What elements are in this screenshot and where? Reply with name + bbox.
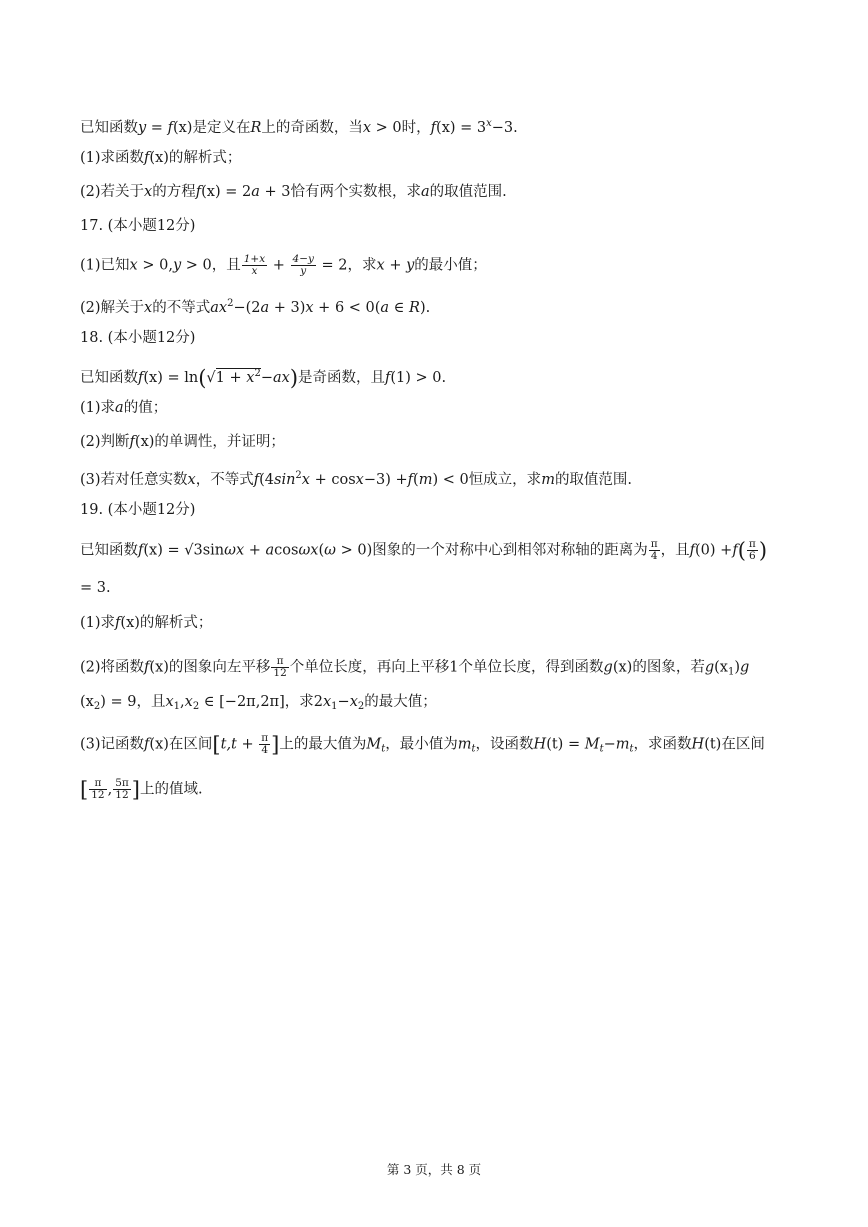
fraction-denominator: 12 — [91, 789, 105, 801]
text: , — [107, 781, 113, 798]
text: ). — [419, 300, 431, 316]
math-var: f — [144, 736, 150, 753]
fraction-numerator: 1+x — [243, 253, 266, 265]
math-var: g — [704, 659, 715, 676]
text: 已知函数 — [80, 542, 138, 559]
text: 的解析式； — [139, 615, 213, 631]
math-expr: (x) — [134, 434, 155, 450]
text: 的不等式 — [152, 300, 211, 316]
bracket: ] — [131, 777, 140, 802]
text: (1)求 — [80, 615, 116, 631]
fraction — [113, 778, 131, 801]
math-expr: (x) — [436, 120, 456, 136]
text: + cos — [309, 472, 356, 488]
text: = 2，求 — [316, 257, 377, 274]
text: + 6 < 0( — [313, 300, 381, 316]
text: (1)已知 — [80, 257, 130, 274]
text: (2)解关于 — [80, 300, 145, 316]
fraction-numerator: π — [271, 656, 288, 668]
math-var: ωx — [298, 542, 319, 559]
text: − — [603, 736, 616, 753]
text: 的取值范围. — [429, 184, 507, 200]
math-sub: 1 — [331, 701, 338, 712]
bracket: ] — [271, 732, 280, 757]
problem-19-part-3-cont — [80, 778, 808, 801]
math-var: x — [187, 472, 196, 488]
text: ，最小值为 — [385, 736, 458, 753]
math-var: f — [138, 542, 144, 559]
math-var: a — [260, 300, 270, 316]
math-var: a — [420, 184, 430, 200]
math-var: f — [144, 150, 150, 166]
problem-16-statement — [80, 114, 808, 138]
text: = 3 — [455, 120, 487, 136]
math-sub: 2 — [93, 701, 101, 712]
math-var: H — [533, 736, 547, 753]
math-sub: t — [599, 743, 604, 755]
math-var: a — [380, 300, 390, 316]
text: −(2 — [233, 300, 261, 316]
text: + 3) — [269, 300, 306, 316]
text: − — [337, 694, 350, 710]
math-var: x — [362, 120, 372, 136]
text: −3) + — [363, 472, 408, 488]
text: 个单位长度，再向上平移1个单位长度，得到函数 — [289, 659, 604, 676]
fraction-numerator: π — [650, 538, 658, 550]
text: + — [384, 257, 407, 274]
math-var: t,t + — [220, 736, 259, 753]
text: (3)记函数 — [80, 736, 145, 753]
text: (1)求 — [80, 400, 116, 416]
problem-19-statement — [80, 539, 808, 562]
text: (0) + — [695, 542, 733, 559]
math-var: x — [184, 694, 193, 710]
math-var: f — [385, 370, 391, 386]
paren: ) — [289, 366, 299, 390]
fraction — [242, 254, 267, 277]
math-sub: 2 — [192, 701, 200, 712]
math-var: x — [305, 300, 314, 316]
math-expr: (x) — [120, 615, 140, 631]
fraction-numerator: π — [89, 778, 106, 790]
math-var: M — [584, 736, 600, 753]
text: + 3恰有两个实数根，求 — [259, 184, 421, 200]
problem-19-statement-cont: = 3. — [80, 580, 111, 596]
math-var: ax — [210, 300, 228, 316]
problem-16-part-2 — [80, 182, 808, 202]
text: 上的最大值为 — [279, 736, 367, 753]
text: 已知函数 — [80, 370, 138, 386]
text: 已知函数 — [80, 120, 138, 136]
problem-18-title: 18. (本小题12分) — [80, 330, 196, 346]
math-var: x — [376, 257, 385, 274]
sqrt-sign: √ — [206, 370, 216, 386]
math-var: f — [407, 472, 414, 488]
fraction-numerator: 4−y — [292, 253, 314, 265]
math-expr: (x) — [149, 659, 169, 676]
text: (t) = — [546, 736, 585, 753]
fraction — [271, 656, 288, 679]
text: 是定义在 — [192, 120, 251, 136]
text: > 0)图象的一个对称中心到相邻对称轴的距离为 — [335, 542, 648, 559]
math-sub: 1 — [173, 701, 181, 712]
math-expr: (x) — [172, 120, 193, 136]
text: 的值； — [123, 400, 168, 416]
problem-18-part-2 — [80, 432, 808, 452]
math-var: f — [144, 659, 150, 676]
page-footer: 第 3 页，共 8 页 — [386, 1162, 482, 1177]
text: + — [244, 542, 266, 559]
problem-18-part-3 — [80, 466, 808, 490]
math-var: f — [253, 472, 260, 488]
math-var: g — [740, 659, 750, 676]
problem-17-part-1 — [80, 254, 808, 277]
text: (2)判断 — [80, 434, 130, 450]
text: = 2 — [220, 184, 252, 200]
problem-18-part-1 — [80, 398, 808, 418]
math-sup: 2 — [295, 470, 302, 481]
math-var: ωx — [224, 542, 245, 559]
math-expr: (x) — [149, 736, 169, 753]
math-sub: t — [471, 743, 476, 755]
text: 上的奇函数，当 — [261, 120, 363, 136]
text: 的最大值； — [364, 694, 437, 710]
math-sup: 2 — [227, 298, 234, 309]
math-var: a — [115, 400, 124, 416]
bracket: [ — [212, 732, 221, 757]
paren: ( — [737, 538, 746, 563]
math-var: m — [541, 472, 555, 488]
math-sub: t — [381, 743, 386, 755]
math-var: x — [355, 472, 364, 488]
text: ( — [318, 542, 325, 559]
math-func: sin — [274, 472, 296, 488]
text: 的单调性，并证明； — [154, 434, 285, 450]
math-expr: (x) — [201, 184, 221, 200]
math-expr: (x) — [143, 370, 163, 386]
math-sup: 2 — [254, 368, 261, 379]
math-var: f — [430, 120, 437, 136]
text: 上的值域. — [139, 781, 203, 798]
text: ) = 9，且 — [100, 694, 166, 710]
math-sub: 1 — [727, 666, 735, 678]
text: ∈ [−2π,2π]，求2 — [199, 694, 323, 710]
math-sub: 2 — [357, 701, 365, 712]
text: > 0，且 — [181, 257, 241, 274]
sqrt-radicand — [216, 368, 261, 386]
text: ) < 0恒成立，求 — [432, 472, 542, 488]
bracket: [ — [80, 777, 89, 802]
math-var: x — [246, 370, 255, 386]
math-var: x — [144, 184, 153, 200]
text: (1) > 0. — [390, 370, 447, 386]
text: cos — [274, 542, 299, 559]
math-var: y — [406, 257, 415, 274]
text: (2)若关于 — [80, 184, 145, 200]
text: > 0, — [137, 257, 173, 274]
paren: ) — [758, 538, 768, 563]
text: 的方程 — [152, 184, 196, 200]
text: = ln — [162, 370, 199, 386]
problem-16-part-1 — [80, 148, 808, 168]
math-var: y — [138, 120, 147, 136]
text: ( — [413, 472, 419, 488]
math-var: y — [172, 257, 182, 274]
math-var: x — [144, 300, 153, 316]
problem-19-part-2 — [80, 656, 808, 683]
math-var: f — [732, 542, 738, 559]
text: ) — [734, 659, 741, 676]
text: ∈ — [389, 300, 410, 316]
math-var: f — [129, 434, 135, 450]
fraction-numerator: π — [261, 732, 269, 744]
math-var: R — [409, 300, 420, 316]
math-var: x — [322, 694, 332, 710]
math-expr: (x) — [149, 150, 169, 166]
fraction — [649, 539, 660, 562]
problem-17-title: 17. (本小题12分) — [80, 218, 196, 234]
text: 的图象，若 — [632, 659, 705, 676]
math-var: f — [167, 120, 173, 136]
math-var: f — [115, 615, 121, 631]
text: = √3sin — [162, 542, 225, 559]
problem-19-title: 19. (本小题12分) — [80, 502, 196, 518]
fraction-denominator: 6 — [749, 550, 756, 562]
math-expr: (x) — [612, 659, 633, 676]
fraction-denominator: x — [251, 265, 258, 277]
fraction-numerator: π — [748, 538, 756, 550]
math-expr: (x — [714, 659, 728, 676]
text: (2)将函数 — [80, 659, 145, 676]
text: 是奇函数，且 — [298, 370, 386, 386]
text: 的最小值； — [414, 257, 487, 274]
math-var: m — [615, 736, 630, 753]
math-var: m — [457, 736, 472, 753]
fraction-denominator: 4 — [261, 744, 269, 756]
text: (3)若对任意实数 — [80, 472, 188, 488]
math-var: x — [129, 257, 138, 274]
math-var: a — [251, 184, 260, 200]
text: −3. — [491, 120, 518, 136]
text: + — [268, 257, 290, 274]
text: ，设函数 — [475, 736, 534, 753]
problem-19-part-1 — [80, 613, 808, 633]
text: (x — [80, 694, 94, 710]
problem-18-statement — [80, 364, 808, 388]
text: 1 + — [215, 370, 247, 386]
math-var: f — [195, 184, 202, 200]
text: − — [260, 370, 273, 386]
text: = — [146, 120, 168, 136]
text: , — [180, 694, 185, 710]
text: ，求函数 — [633, 736, 692, 753]
text: ，不等式 — [195, 472, 254, 488]
fraction-denominator: y — [300, 265, 307, 277]
text: 的取值范围. — [554, 472, 633, 488]
math-var: x — [165, 694, 174, 710]
text: > 0时， — [371, 120, 431, 136]
math-var: R — [250, 120, 262, 136]
math-sub: t — [629, 743, 634, 755]
text: 的图象向左平移 — [168, 659, 271, 676]
text: ，且 — [660, 542, 690, 559]
problem-19-part-2-cont — [80, 692, 808, 717]
math-var: f — [689, 542, 696, 559]
math-var: M — [366, 736, 382, 753]
fraction — [747, 539, 758, 562]
text: (4 — [259, 472, 274, 488]
text: 的解析式； — [168, 150, 242, 166]
math-var: x — [301, 472, 310, 488]
math-var: ω — [324, 542, 336, 559]
math-sup: x — [486, 118, 492, 129]
math-var: a — [265, 542, 275, 559]
math-var: f — [138, 370, 144, 386]
math-var: m — [418, 472, 433, 488]
fraction-denominator: 4 — [650, 550, 658, 562]
problem-17-part-2 — [80, 294, 808, 318]
math-var: g — [603, 659, 613, 676]
math-var: x — [349, 694, 358, 710]
math-var: ax — [272, 370, 290, 386]
fraction-denominator: 12 — [273, 667, 287, 679]
text: 在区间 — [168, 736, 213, 753]
math-expr: (x) — [143, 542, 163, 559]
fraction-numerator: 5π — [115, 777, 129, 789]
fraction — [259, 733, 270, 756]
problem-19-part-3 — [80, 733, 808, 760]
text: (t)在区间 — [704, 736, 765, 753]
math-var: H — [691, 736, 705, 753]
text: (1)求函数 — [80, 150, 145, 166]
fraction-denominator: 12 — [115, 789, 129, 801]
paren: ( — [198, 366, 207, 390]
fraction — [89, 778, 106, 801]
fraction — [291, 254, 316, 277]
